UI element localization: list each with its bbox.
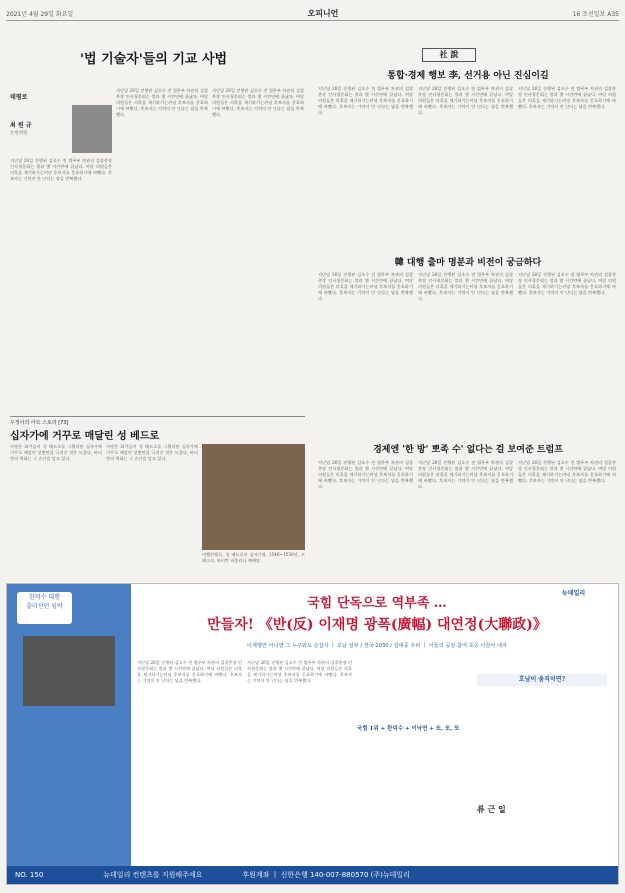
sub-body-1: 수많은 화가들이 성 베드로를 그렸지만 십자가에 거꾸로 매달린 장면만큼 극적인 것은 드물다. 바티칸의 벽화는 그 순간을 담고 있다.: [10, 444, 102, 462]
editorial-title-1: 통합·경제 행보 李, 선거용 아닌 진심이길: [387, 71, 549, 81]
editorial-3-body-a: 지난달 26일 진행된 김오수 전 법무부 차관의 검찰총장 인사청문회는 불과 몇 시간만에 끝났다. 여당 의원들은 의혹을 제기하기는커녕 후보자를 옹호하기에 바빴다. 후보자는 기억이 안 난다는 답을 반복했다.: [318, 460, 413, 490]
ad-author: 류 근 일: [477, 804, 506, 814]
ad-left-badge: [17, 592, 72, 624]
column-tag: 태평로: [10, 94, 28, 101]
ad-count: NO. 150: [15, 871, 44, 879]
ad-section-2: 국힘 1위 + 한덕수 + 이낙연 + 또, 또, 또: [357, 726, 460, 732]
author-name: 최 원 규: [10, 122, 32, 129]
editorial-1-body-b: 지난달 26일 진행된 김오수 전 법무부 차관의 검찰총장 인사청문회는 불과 몇 시간만에 끝났다. 여당 의원들은 의혹을 제기하기는커녕 후보자를 옹호하기에 바빴다. 후보자는 기억이 안 난다는 답을 반복했다.: [418, 86, 513, 116]
editorial-1-body-a: 지난달 26일 진행된 김오수 전 법무부 차관의 검찰총장 인사청문회는 불과 몇 시간만에 끝났다. 여당 의원들은 의혹을 제기하기는커녕 후보자를 옹호하기에 바빴다. 후보자는 기억이 안 난다는 답을 반복했다.: [318, 86, 413, 116]
author-photo: [72, 105, 112, 153]
editorial-2-body-b: 지난달 26일 진행된 김오수 전 법무부 차관의 검찰총장 인사청문회는 불과 몇 시간만에 끝났다. 여당 의원들은 의혹을 제기하기는커녕 후보자를 옹호하기에 바빴다. 후보자는 기억이 안 난다는 답을 반복했다.: [418, 272, 513, 302]
header-section: 오피니언: [307, 8, 339, 18]
ad-body-1: 지난달 26일 진행된 김오수 전 법무부 차관의 검찰총장 인사청문회는 불과 몇 시간만에 끝났다. 여당 의원들은 의혹을 제기하기는커녕 후보자를 옹호하기에 바빴다. 후보자는 기억이 안 난다는 답을 반복했다.: [137, 660, 242, 684]
column-body-3: 지난달 26일 진행된 김오수 전 법무부 차관의 검찰총장 인사청문회는 불과 몇 시간만에 끝났다. 여당 의원들은 의혹을 제기하기는커녕 후보자를 옹호하기에 바빴다. 후보자는 기억이 안 난다는 답을 반복했다.: [212, 88, 304, 118]
ad-left-text: 한덕수 대행 출마선언 임박: [26, 594, 63, 610]
column-body-1: 지난달 26일 진행된 김오수 전 법무부 차관의 검찰총장 인사청문회는 불과 몇 시간만에 끝났다. 여당 의원들은 의혹을 제기하기는커녕 후보자를 옹호하기에 바빴다. 후보자는 기억이 안 난다는 답을 반복했다.: [10, 158, 112, 182]
header-date: 2021년 4월 29일 화요일: [6, 10, 74, 18]
painting-caption: 미켈란젤로, 성 베드로의 십자가형, 1546~1550년, 프레스코, 바티칸 파올리나 예배당.: [202, 552, 305, 564]
sub-title: 십자가에 거꾸로 매달린 성 베드로: [10, 431, 160, 442]
editorial-1-body-c: 지난달 26일 진행된 김오수 전 법무부 차관의 검찰총장 인사청문회는 불과 몇 시간만에 끝났다. 여당 의원들은 의혹을 제기하기는커녕 후보자를 옹호하기에 바빴다. 후보자는 기억이 안 난다는 답을 반복했다.: [518, 86, 616, 110]
ad-headline-1: 국힘 단독으로 역부족 …: [307, 596, 447, 611]
ad-bottom-account: 후원계좌 ㅣ 신한은행 140-007-880570 (주)뉴데일리: [242, 871, 410, 879]
advertisement: [6, 583, 619, 885]
sub-body-2: 수많은 화가들이 성 베드로를 그렸지만 십자가에 거꾸로 매달린 장면만큼 극적인 것은 드물다. 바티칸의 벽화는 그 순간을 담고 있다.: [106, 444, 198, 462]
ad-body-2: 지난달 26일 진행된 김오수 전 법무부 차관의 검찰총장 인사청문회는 불과 몇 시간만에 끝났다. 여당 의원들은 의혹을 제기하기는커녕 후보자를 옹호하기에 바빴다. 후보자는 기억이 안 난다는 답을 반복했다.: [247, 660, 352, 684]
editorial-2-body-a: 지난달 26일 진행된 김오수 전 법무부 차관의 검찰총장 인사청문회는 불과 몇 시간만에 끝났다. 여당 의원들은 의혹을 제기하기는커녕 후보자를 옹호하기에 바빴다. 후보자는 기억이 안 난다는 답을 반복했다.: [318, 272, 413, 302]
ad-headline-2: 만들자! 《반(反) 이재명 광폭(廣幅) 대연정(大聯政)》: [207, 617, 547, 633]
editorial-3-body-b: 지난달 26일 진행된 김오수 전 법무부 차관의 검찰총장 인사청문회는 불과 몇 시간만에 끝났다. 여당 의원들은 의혹을 제기하기는커녕 후보자를 옹호하기에 바빴다. 후보자는 기억이 안 난다는 답을 반복했다.: [418, 460, 513, 490]
author-role: 논설위원: [10, 131, 28, 136]
ad-subline: 이재명만 아니면 그 누구와도 손잡자 ㅣ 호남 일부 / 전국 2030 / 김대중 우파 ㅣ 이들의 공감·참여·호응 이끌어 내자: [246, 643, 508, 649]
header-paper: 16 조선일보 A35: [572, 10, 619, 18]
ad-bottom-bar: [7, 866, 618, 884]
sub-tag: 우정아의 아트 스토리 [73]: [10, 416, 305, 426]
ad-left-panel: [7, 584, 131, 884]
column-title: '법 기술자'들의 기교 사법: [80, 52, 228, 67]
editorial-title-3: 경제엔 '한 방' 뽀족 수' 없다는 걸 보여준 트럼프: [373, 445, 563, 455]
page-header: [6, 6, 619, 21]
ad-left-photo: [23, 636, 115, 706]
painting-image: [202, 444, 305, 550]
editorial-box: 社 說: [422, 48, 476, 62]
ad-bottom-text: 뉴데일리 컨텐츠를 지원해주세요: [103, 871, 203, 879]
ad-logo: 뉴데일리: [562, 590, 586, 597]
editorial-2-body-c: 지난달 26일 진행된 김오수 전 법무부 차관의 검찰총장 인사청문회는 불과 몇 시간만에 끝났다. 여당 의원들은 의혹을 제기하기는커녕 후보자를 옹호하기에 바빴다. 후보자는 기억이 안 난다는 답을 반복했다.: [518, 272, 616, 296]
editorial-title-2: 韓 대행 출마 명분과 비전이 궁금하다: [394, 258, 542, 268]
editorial-3-body-c: 지난달 26일 진행된 김오수 전 법무부 차관의 검찰총장 인사청문회는 불과 몇 시간만에 끝났다. 여당 의원들은 의혹을 제기하기는커녕 후보자를 옹호하기에 바빴다. 후보자는 기억이 안 난다는 답을 반복했다.: [518, 460, 616, 484]
ad-section-3: 호남이 움직이면?: [477, 674, 607, 686]
column-body-2: 지난달 26일 진행된 김오수 전 법무부 차관의 검찰총장 인사청문회는 불과 몇 시간만에 끝났다. 여당 의원들은 의혹을 제기하기는커녕 후보자를 옹호하기에 바빴다. 후보자는 기억이 안 난다는 답을 반복했다.: [116, 88, 208, 118]
